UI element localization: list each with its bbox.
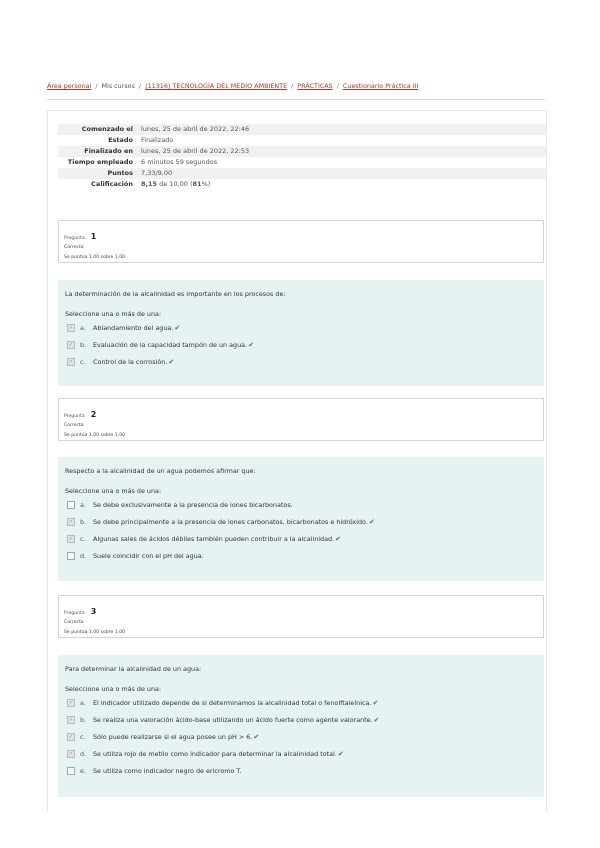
correct-check-icon: ✔ bbox=[253, 733, 260, 741]
answer-text: Se debe principalmente a la presencia de iones carbonatos, bicarbonatos e hidróxido. bbox=[93, 518, 368, 526]
breadcrumb-link-cuestionario[interactable]: Cuestionario Práctica III bbox=[342, 82, 419, 90]
correct-check-icon: ✔ bbox=[372, 699, 379, 707]
attempt-summary-table bbox=[58, 124, 546, 190]
question-content bbox=[58, 280, 544, 386]
question-content bbox=[58, 655, 544, 797]
question-prompt: Seleccione una o más de una: bbox=[65, 310, 162, 318]
answer-letter: d. bbox=[80, 552, 87, 560]
grade-mid: de 10,00 ( bbox=[157, 180, 193, 188]
checkbox-checked-icon[interactable]: ✓ bbox=[68, 751, 74, 757]
summary-label: Finalizado en bbox=[84, 147, 133, 155]
checkbox-checked-icon[interactable]: ✓ bbox=[68, 359, 74, 365]
summary-row bbox=[58, 168, 546, 179]
answer-text: El indicador utilizado depende de si determinamos la alcalinidad total o fenolftaleínica. bbox=[93, 699, 372, 707]
summary-label: Calificación bbox=[91, 180, 133, 188]
answer-text: Se utiliza rojo de metilo como indicador para determinar la alcalinidad total. bbox=[93, 750, 337, 758]
answer-letter: c. bbox=[80, 535, 86, 543]
grade-percent: 81 bbox=[192, 180, 202, 188]
correct-check-icon: ✔ bbox=[337, 750, 344, 758]
question-prompt: Seleccione una o más de una: bbox=[65, 487, 162, 495]
summary-value: Finalizado bbox=[141, 136, 174, 144]
answer-text: Evaluación de la capacidad tampón de un agua. bbox=[93, 341, 248, 349]
correct-check-icon: ✔ bbox=[373, 716, 380, 724]
grade-score: 8,15 bbox=[141, 180, 158, 188]
correct-check-icon: ✔ bbox=[248, 341, 254, 349]
summary-row bbox=[58, 157, 546, 168]
correct-check-icon: ✔ bbox=[335, 535, 341, 543]
breadcrumb bbox=[47, 82, 567, 90]
summary-value: 6 minutos 59 segundos bbox=[141, 158, 218, 166]
answer-option[interactable] bbox=[65, 748, 537, 760]
summary-row bbox=[58, 179, 546, 190]
question-text: La determinación de la alcalinidad es importante en los procesos de: bbox=[65, 290, 286, 298]
answer-letter: a. bbox=[80, 501, 86, 509]
grade-end: %) bbox=[201, 180, 211, 188]
answer-letter: c. bbox=[80, 358, 86, 366]
answer-option[interactable] bbox=[65, 533, 537, 545]
answer-option[interactable] bbox=[65, 322, 537, 334]
answer-letter: b. bbox=[80, 518, 87, 526]
breadcrumb-separator: / bbox=[336, 82, 339, 90]
question-label: Pregunta bbox=[64, 414, 85, 419]
question-number: 3 bbox=[90, 607, 97, 616]
summary-grade-value bbox=[137, 179, 546, 190]
answer-option[interactable] bbox=[65, 516, 537, 528]
answer-option[interactable] bbox=[65, 697, 537, 709]
question-grade: Se puntúa 1,00 sobre 1,00 bbox=[64, 433, 126, 438]
breadcrumb-separator: / bbox=[291, 82, 294, 90]
checkbox-empty-icon[interactable] bbox=[67, 501, 75, 509]
answer-text: Se realiza una valoración ácido-base utilizando un ácido fuerte como agente valorante. bbox=[93, 716, 373, 724]
question-state: Correcta bbox=[64, 620, 84, 625]
summary-value: lunes, 25 de abril de 2022, 22:53 bbox=[141, 147, 250, 155]
breadcrumb-link-area-personal[interactable]: Área personal bbox=[47, 82, 92, 90]
answer-text: Suele coincidir con el pH del agua. bbox=[93, 552, 204, 560]
checkbox-checked-icon[interactable]: ✓ bbox=[68, 734, 74, 740]
checkbox-checked-icon[interactable]: ✓ bbox=[68, 342, 74, 348]
question-text: Para determinar la alcalinidad de un agua: bbox=[65, 665, 202, 673]
summary-label: Estado bbox=[108, 136, 133, 144]
summary-label: Tiempo empleado bbox=[67, 158, 133, 166]
answer-letter: b. bbox=[80, 716, 87, 724]
answer-letter: a. bbox=[80, 699, 86, 707]
answer-option[interactable] bbox=[65, 765, 537, 777]
checkbox-checked-icon[interactable]: ✓ bbox=[68, 536, 74, 542]
question-grade: Se puntúa 1,00 sobre 1,00 bbox=[64, 255, 126, 260]
summary-row bbox=[58, 135, 546, 146]
answer-option[interactable] bbox=[65, 731, 537, 743]
divider bbox=[47, 99, 545, 100]
question-label: Pregunta bbox=[64, 611, 85, 616]
checkbox-empty-icon[interactable] bbox=[67, 552, 75, 560]
answer-letter: d. bbox=[80, 750, 87, 758]
answer-option[interactable] bbox=[65, 550, 537, 562]
question-text: Respecto a la alcalinidad de un agua podemos afirmar que: bbox=[65, 467, 256, 475]
answer-letter: b. bbox=[80, 341, 87, 349]
question-grade: Se puntúa 1,00 sobre 1,00 bbox=[64, 630, 126, 635]
answer-text: Control de la corrosión. bbox=[93, 358, 168, 366]
breadcrumb-link-course[interactable]: (11316) TECNOLOGÍA DEL MEDIO AMBIENTE bbox=[145, 82, 288, 90]
question-state: Correcta bbox=[64, 423, 84, 428]
correct-check-icon: ✔ bbox=[168, 358, 175, 366]
question-prompt: Seleccione una o más de una: bbox=[65, 685, 162, 693]
answer-option[interactable] bbox=[65, 339, 537, 351]
summary-row bbox=[58, 146, 546, 157]
answer-letter: e. bbox=[80, 767, 86, 775]
answer-text: Ablandamiento del agua. bbox=[93, 324, 174, 332]
breadcrumb-separator: / bbox=[138, 82, 142, 90]
answer-letter: c. bbox=[80, 733, 86, 741]
summary-value: 7,33/9,00 bbox=[141, 169, 173, 177]
question-info bbox=[58, 220, 544, 263]
question-label: Pregunta bbox=[64, 236, 85, 241]
answer-option[interactable] bbox=[65, 499, 537, 511]
checkbox-checked-icon[interactable]: ✓ bbox=[68, 519, 74, 525]
checkbox-empty-icon[interactable] bbox=[67, 767, 75, 775]
summary-value: lunes, 25 de abril de 2022, 22:46 bbox=[141, 125, 250, 133]
question-content bbox=[58, 457, 544, 581]
question-number: 2 bbox=[90, 410, 97, 419]
checkbox-checked-icon[interactable]: ✓ bbox=[68, 717, 74, 723]
answer-text: Se utiliza como indicador negro de ericromo T. bbox=[93, 767, 242, 775]
summary-label: Puntos bbox=[107, 169, 133, 177]
answer-option[interactable] bbox=[65, 356, 537, 368]
checkbox-checked-icon[interactable]: ✓ bbox=[68, 700, 74, 706]
question-state: Correcta bbox=[64, 245, 84, 250]
question-info bbox=[58, 595, 544, 638]
answer-text: Sólo puede realizarse si el agua posee un pH > 6. bbox=[93, 733, 253, 741]
question-number: 1 bbox=[90, 232, 97, 241]
breadcrumb-item-mis-cursos: Mis cursos bbox=[101, 82, 135, 90]
question-info bbox=[58, 398, 544, 441]
summary-row bbox=[58, 124, 546, 135]
answer-option[interactable] bbox=[65, 714, 537, 726]
answer-text: Se debe exclusivamente a la presencia de iones bicarbonatos. bbox=[93, 501, 293, 509]
summary-label: Comenzado el bbox=[81, 125, 133, 133]
correct-check-icon: ✔ bbox=[174, 324, 181, 332]
breadcrumb-separator: / bbox=[95, 82, 98, 90]
breadcrumb-link-practicas[interactable]: PRÁCTICAS bbox=[297, 82, 333, 90]
correct-check-icon: ✔ bbox=[368, 518, 375, 526]
checkbox-checked-icon[interactable]: ✓ bbox=[68, 325, 74, 331]
answer-text: Algunas sales de ácidos débiles también pueden contribuir a la alcalinidad. bbox=[93, 535, 335, 543]
answer-letter: a. bbox=[80, 324, 86, 332]
